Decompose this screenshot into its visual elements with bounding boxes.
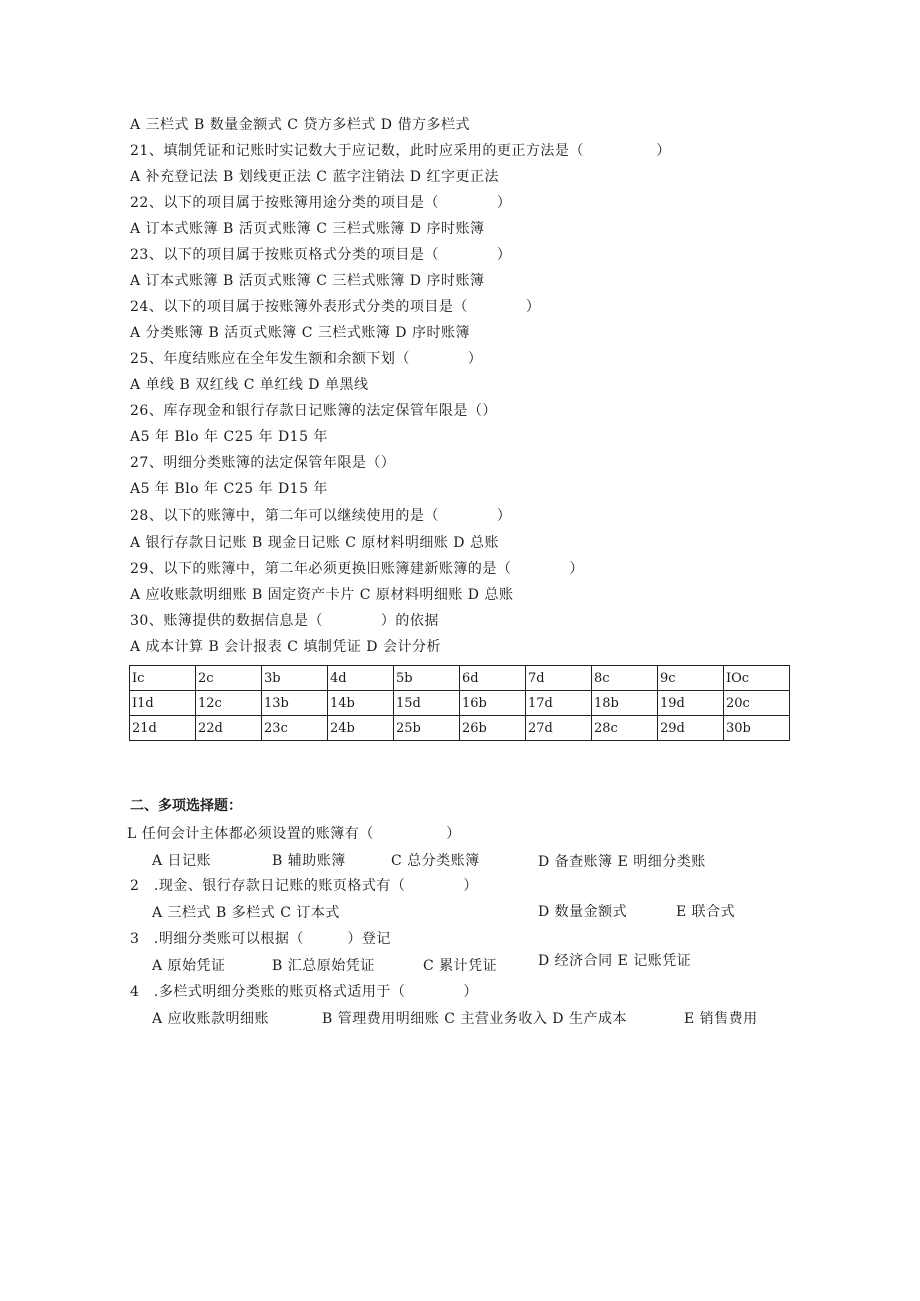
answer-table [129, 665, 790, 741]
q22-stem: 22、以下的项目属于按账簿用途分类的项目是（ ） [130, 195, 512, 211]
answer-cell: 27d [526, 716, 592, 741]
answer-cell: 5b [394, 666, 460, 691]
mq2-stem: 2 .现金、银行存款日记账的账页格式有（ ） [130, 878, 478, 894]
answer-cell: 2c [196, 666, 262, 691]
table-row [130, 666, 790, 691]
answer-cell: 8c [592, 666, 658, 691]
mq4-option-bcd: B 管理费用明细账 C 主营业务收入 D 生产成本 [322, 1011, 627, 1027]
q26-stem: 26、库存现金和银行存款日记账簿的法定保管年限是（） [130, 403, 497, 419]
answer-cell: 28c [592, 716, 658, 741]
answer-cell: 7d [526, 666, 592, 691]
q24-options: A 分类账簿 B 活页式账簿 C 三栏式账簿 D 序时账簿 [130, 325, 470, 341]
answer-cell: 14b [328, 691, 394, 716]
mq3-option-a: A 原始凭证 [152, 958, 226, 974]
mq4-option-a: A 应收账款明细账 [152, 1011, 270, 1027]
q28-stem: 28、以下的账簿中，第二年可以继续使用的是（ ） [130, 508, 512, 524]
mq3-stem: 3 .明细分类账可以根据（ ）登记 [130, 931, 391, 947]
q25-stem: 25、年度结账应在全年发生额和余额下划（ ） [130, 351, 483, 367]
answer-cell: Ic [130, 666, 196, 691]
mq2-option-abc: A 三栏式 B 多栏式 C 订本式 [152, 905, 340, 921]
q23-options: A 订本式账簿 B 活页式账簿 C 三栏式账簿 D 序时账簿 [130, 273, 485, 289]
answer-cell: 16b [460, 691, 526, 716]
answer-cell: 20c [724, 691, 790, 716]
q30-stem: 30、账簿提供的数据信息是（ ）的依据 [130, 613, 439, 629]
q25-options: A 单线 B 双红线 C 单红线 D 单黑线 [130, 377, 369, 393]
answer-cell: 29d [658, 716, 724, 741]
q27-options: A5 年 Blo 年 C25 年 D15 年 [130, 481, 328, 497]
mq2-option-d: D 数量金额式 [538, 904, 628, 920]
section-heading: 二、多项选择题： [130, 798, 242, 814]
mq1-option-c: C 总分类账簿 [391, 853, 480, 869]
answer-cell: 21d [130, 716, 196, 741]
mq1-option-a: A 日记账 [152, 853, 212, 869]
mq1-option-b: B 辅助账簿 [272, 853, 346, 869]
answer-cell: 17d [526, 691, 592, 716]
answer-cell: 26b [460, 716, 526, 741]
answer-cell: 3b [262, 666, 328, 691]
q28-options: A 银行存款日记账 B 现金日记账 C 原材料明细账 D 总账 [130, 535, 499, 551]
answer-cell: 23c [262, 716, 328, 741]
table-row [130, 716, 790, 741]
q23-stem: 23、以下的项目属于按账页格式分类的项目是（ ） [130, 247, 512, 263]
mq4-option-e: E 销售费用 [684, 1011, 758, 1027]
mq3-option-de: D 经济合同 E 记账凭证 [538, 953, 692, 969]
mq1-stem: L 任何会计主体都必须设置的账簿有（ ） [127, 826, 461, 842]
answer-cell: I1d [130, 691, 196, 716]
answer-cell: 6d [460, 666, 526, 691]
q21-options: A 补充登记法 B 划线更正法 C 蓝字注销法 D 红字更正法 [130, 169, 499, 185]
answer-cell: IOc [724, 666, 790, 691]
answer-cell: 9c [658, 666, 724, 691]
mq4-stem: 4 .多栏式明细分类账的账页格式适用于（ ） [130, 984, 478, 1000]
q30-options: A 成本计算 B 会计报表 C 填制凭证 D 会计分析 [130, 639, 441, 655]
q22-options: A 订本式账簿 B 活页式账簿 C 三栏式账簿 D 序时账簿 [130, 221, 485, 237]
mq2-option-e: E 联合式 [676, 904, 736, 920]
mq3-option-b: B 汇总原始凭证 [272, 958, 375, 974]
q26-options: A5 年 Blo 年 C25 年 D15 年 [130, 429, 328, 445]
mq1-option-de: D 备查账簿 E 明细分类账 [538, 854, 706, 870]
q21-stem: 21、填制凭证和记账时实记数大于应记数，此时应采用的更正方法是（ ） [130, 143, 671, 159]
table-row [130, 691, 790, 716]
answer-cell: 22d [196, 716, 262, 741]
q27-stem: 27、明细分类账簿的法定保管年限是（） [130, 455, 396, 471]
answer-cell: 18b [592, 691, 658, 716]
q24-stem: 24、以下的项目属于按账簿外表形式分类的项目是（ ） [130, 299, 541, 315]
answer-cell: 13b [262, 691, 328, 716]
answer-cell: 19d [658, 691, 724, 716]
q29-options: A 应收账款明细账 B 固定资产卡片 C 原材料明细账 D 总账 [130, 587, 514, 603]
answer-cell: 12c [196, 691, 262, 716]
answer-cell: 4d [328, 666, 394, 691]
q20-options: A 三栏式 B 数量金额式 C 贷方多栏式 D 借方多栏式 [130, 117, 470, 133]
answer-cell: 25b [394, 716, 460, 741]
answer-cell: 15d [394, 691, 460, 716]
answer-cell: 24b [328, 716, 394, 741]
mq3-option-c: C 累计凭证 [423, 958, 498, 974]
answer-cell: 30b [724, 716, 790, 741]
q29-stem: 29、以下的账簿中，第二年必须更换旧账簿建新账簿的是（ ） [130, 561, 584, 577]
